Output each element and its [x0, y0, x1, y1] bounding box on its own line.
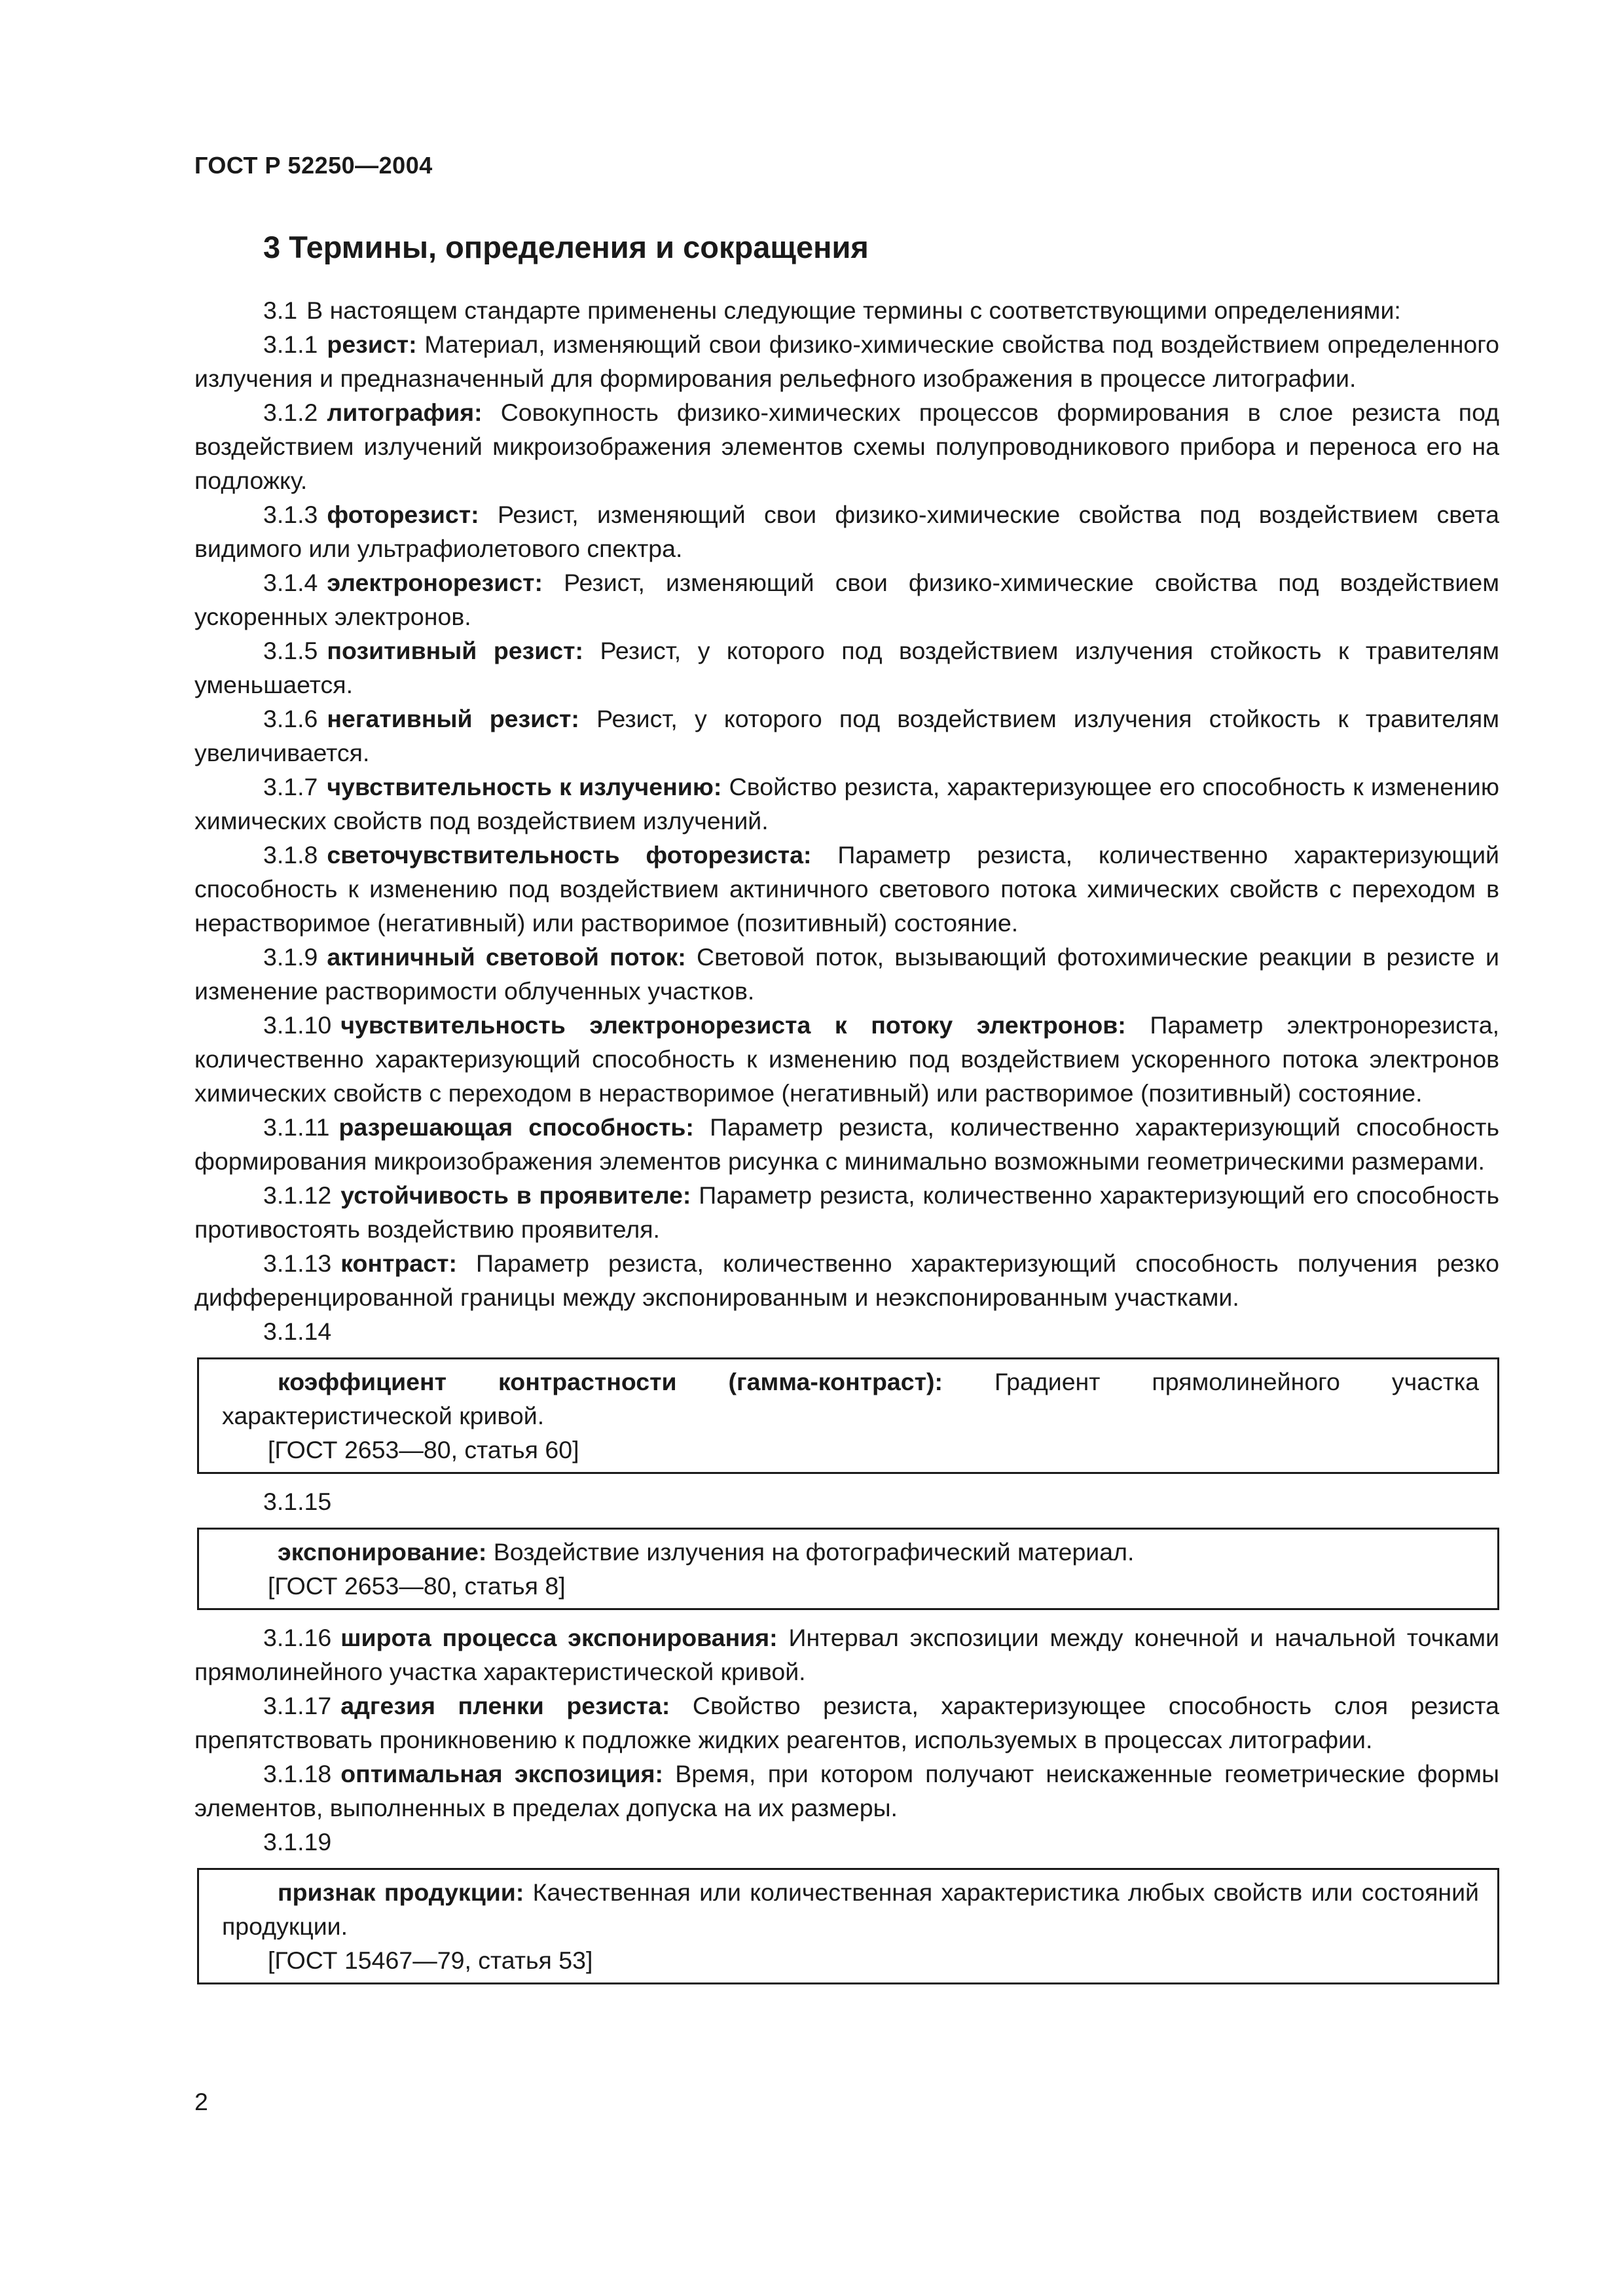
section-title: 3 Термины, определения и сокращения — [263, 230, 869, 264]
boxed-term — [197, 1868, 1499, 1984]
term-entry — [194, 1110, 1499, 1178]
term-name: светочувствительность фоторезиста: — [327, 841, 812, 869]
standard-reference: [ГОСТ 15467—79, статья 53] — [268, 1946, 593, 1974]
term-entry — [194, 702, 1499, 770]
clause-number: 3.1.3 — [263, 501, 318, 528]
clause-number: 3.1.2 — [263, 399, 318, 426]
term-name: литография: — [327, 399, 483, 426]
term-entry — [194, 1757, 1499, 1825]
term-definition: Параметр электронорезиста, количественно характеризующий способность к изменению под воздействием ускоренного потока электронов химических свойств с переходом в нерастворимое (негативный) или растворимое (позитивный) состояние. — [194, 1011, 1499, 1107]
term-definition: Параметр резиста, количественно характеризующий его способность противостоять воздействию проявителя. — [194, 1181, 1499, 1243]
term-definition: Интервал экспозиции между конечной и начальной точками прямолинейного участка характеристической кривой. — [194, 1624, 1499, 1685]
page-number: 2 — [194, 2088, 208, 2115]
term-entry — [222, 1365, 1479, 1433]
boxed-term — [197, 1357, 1499, 1474]
term-entry — [194, 940, 1499, 1008]
clause-number: 3.1.13 — [263, 1249, 332, 1277]
term-name: коэффициент контрастности (гамма-контраст): — [278, 1368, 943, 1395]
clause-number: 3.1.12 — [263, 1181, 332, 1209]
clause-number: 3.1.10 — [263, 1011, 332, 1039]
intro-text: В настоящем стандарте применены следующие термины с соответствующими определениями: — [306, 296, 1401, 324]
clause-number: 3.1.17 — [263, 1692, 332, 1719]
clause-number: 3.1 — [263, 296, 298, 324]
term-name: негативный резист: — [327, 705, 579, 732]
term-entry — [194, 1246, 1499, 1314]
term-definition: Резист, изменяющий свои физико-химические свойства под воздействием ускоренных электронов. — [194, 569, 1499, 630]
clause-number: 3.1.9 — [263, 943, 318, 971]
term-entry — [194, 565, 1499, 634]
clause-number: 3.1.4 — [263, 569, 318, 596]
standard-reference: [ГОСТ 2653—80, статья 8] — [268, 1572, 566, 1600]
term-entry — [194, 497, 1499, 565]
term-definition: Резист, у которого под воздействием излучения стойкость к травителям уменьшается. — [194, 637, 1499, 698]
term-definition: Параметр резиста, количественно характеризующий способность к изменению под воздействием актиничного светового потока химических свойств с переходом в нерастворимое (негативный) или растворимое (позитивный) состояние. — [194, 841, 1499, 937]
term-name: экспонирование: — [278, 1538, 487, 1566]
clause-number: 3.1.11 — [263, 1113, 330, 1141]
term-entry — [194, 1621, 1499, 1689]
clause-number: 3.1.7 — [263, 773, 318, 800]
term-name: адгезия пленки резиста: — [340, 1692, 670, 1719]
term-name: оптимальная экспозиция: — [340, 1760, 663, 1787]
term-definition: Световой поток, вызывающий фотохимические реакции в резисте и изменение растворимости облученных участков. — [194, 943, 1499, 1005]
term-definition: Свойство резиста, характеризующее его способность к изменению химических свойств под воздействием излучений. — [194, 773, 1500, 834]
term-name: чувствительность электронорезиста к потоку электронов: — [340, 1011, 1126, 1039]
clause-number: 3.1.18 — [263, 1760, 332, 1787]
term-definition: Параметр резиста, количественно характеризующий способность получения резко дифференцированной границы между экспонированным и неэкспонированным участками. — [194, 1249, 1500, 1311]
clause-number: 3.1.15 — [263, 1488, 332, 1515]
term-name: устойчивость в проявителе: — [340, 1181, 691, 1209]
term-entry — [194, 327, 1499, 395]
clause-number: 3.1.14 — [263, 1318, 332, 1345]
term-entry — [194, 634, 1499, 702]
term-definition: Резист, изменяющий свои физико-химические свойства под воздействием света видимого или ультрафиолетового спектра. — [194, 501, 1499, 562]
term-name: широта процесса экспонирования: — [340, 1624, 778, 1651]
clause-number: 3.1.6 — [263, 705, 318, 732]
term-name: позитивный резист: — [327, 637, 584, 664]
standard-reference: [ГОСТ 2653—80, статья 60] — [268, 1436, 579, 1463]
term-definition: Качественная или количественная характеристика любых свойств или состояний продукции. — [222, 1878, 1479, 1940]
term-name: электронорезист: — [327, 569, 543, 596]
term-definition: Совокупность физико-химических процессов формирования в слое резиста под воздействием излучений микроизображения элементов схемы полупроводникового прибора и переноса его на подложку. — [194, 399, 1499, 494]
clause-number: 3.1.1 — [263, 331, 318, 358]
term-definition: Параметр резиста, количественно характеризующий способность формирования микроизображения элементов рисунка с минимально возможными геометрическими размерами. — [194, 1113, 1500, 1175]
term-name: резист: — [327, 331, 417, 358]
term-name: признак продукции: — [278, 1878, 524, 1906]
term-definition: Свойство резиста, характеризующее способность слоя резиста препятствовать проникновению к подложке жидких реагентов, используемых в процессах литографии. — [194, 1692, 1499, 1753]
term-definition: Материал, изменяющий свои физико-химические свойства под воздействием определенного излучения и предназначенный для формирования рельефного изображения в процессе литографии. — [194, 331, 1499, 392]
term-name: фоторезист: — [327, 501, 479, 528]
term-entry — [194, 1689, 1499, 1757]
term-entry — [222, 1535, 1479, 1569]
clause-number: 3.1.5 — [263, 637, 318, 664]
term-entry — [194, 770, 1499, 838]
intro-paragraph — [194, 293, 1499, 327]
term-entry — [194, 1008, 1499, 1110]
term-entry — [194, 838, 1499, 940]
term-entry — [194, 395, 1499, 497]
term-entry — [194, 1178, 1499, 1246]
term-name: разрешающая способность: — [338, 1113, 694, 1141]
term-definition: Воздействие излучения на фотографический материал. — [493, 1538, 1135, 1566]
term-definition: Время, при котором получают неискаженные геометрические формы элементов, выполненных в пределах допуска на их размеры. — [194, 1760, 1499, 1821]
document-header: ГОСТ Р 52250—2004 — [194, 152, 433, 179]
term-definition: Резист, у которого под воздействием излучения стойкость к травителям увеличивается. — [194, 705, 1500, 766]
clause-number: 3.1.16 — [263, 1624, 332, 1651]
term-entry — [222, 1875, 1479, 1943]
term-name: актиничный световой поток: — [327, 943, 686, 971]
term-name: контраст: — [340, 1249, 457, 1277]
document-body — [194, 293, 1499, 1995]
term-definition: Градиент прямолинейного участка характеристической кривой. — [222, 1368, 1480, 1429]
clause-number: 3.1.8 — [263, 841, 318, 869]
term-name: чувствительность к излучению: — [327, 773, 722, 800]
boxed-term — [197, 1528, 1499, 1610]
clause-number: 3.1.19 — [263, 1828, 332, 1856]
